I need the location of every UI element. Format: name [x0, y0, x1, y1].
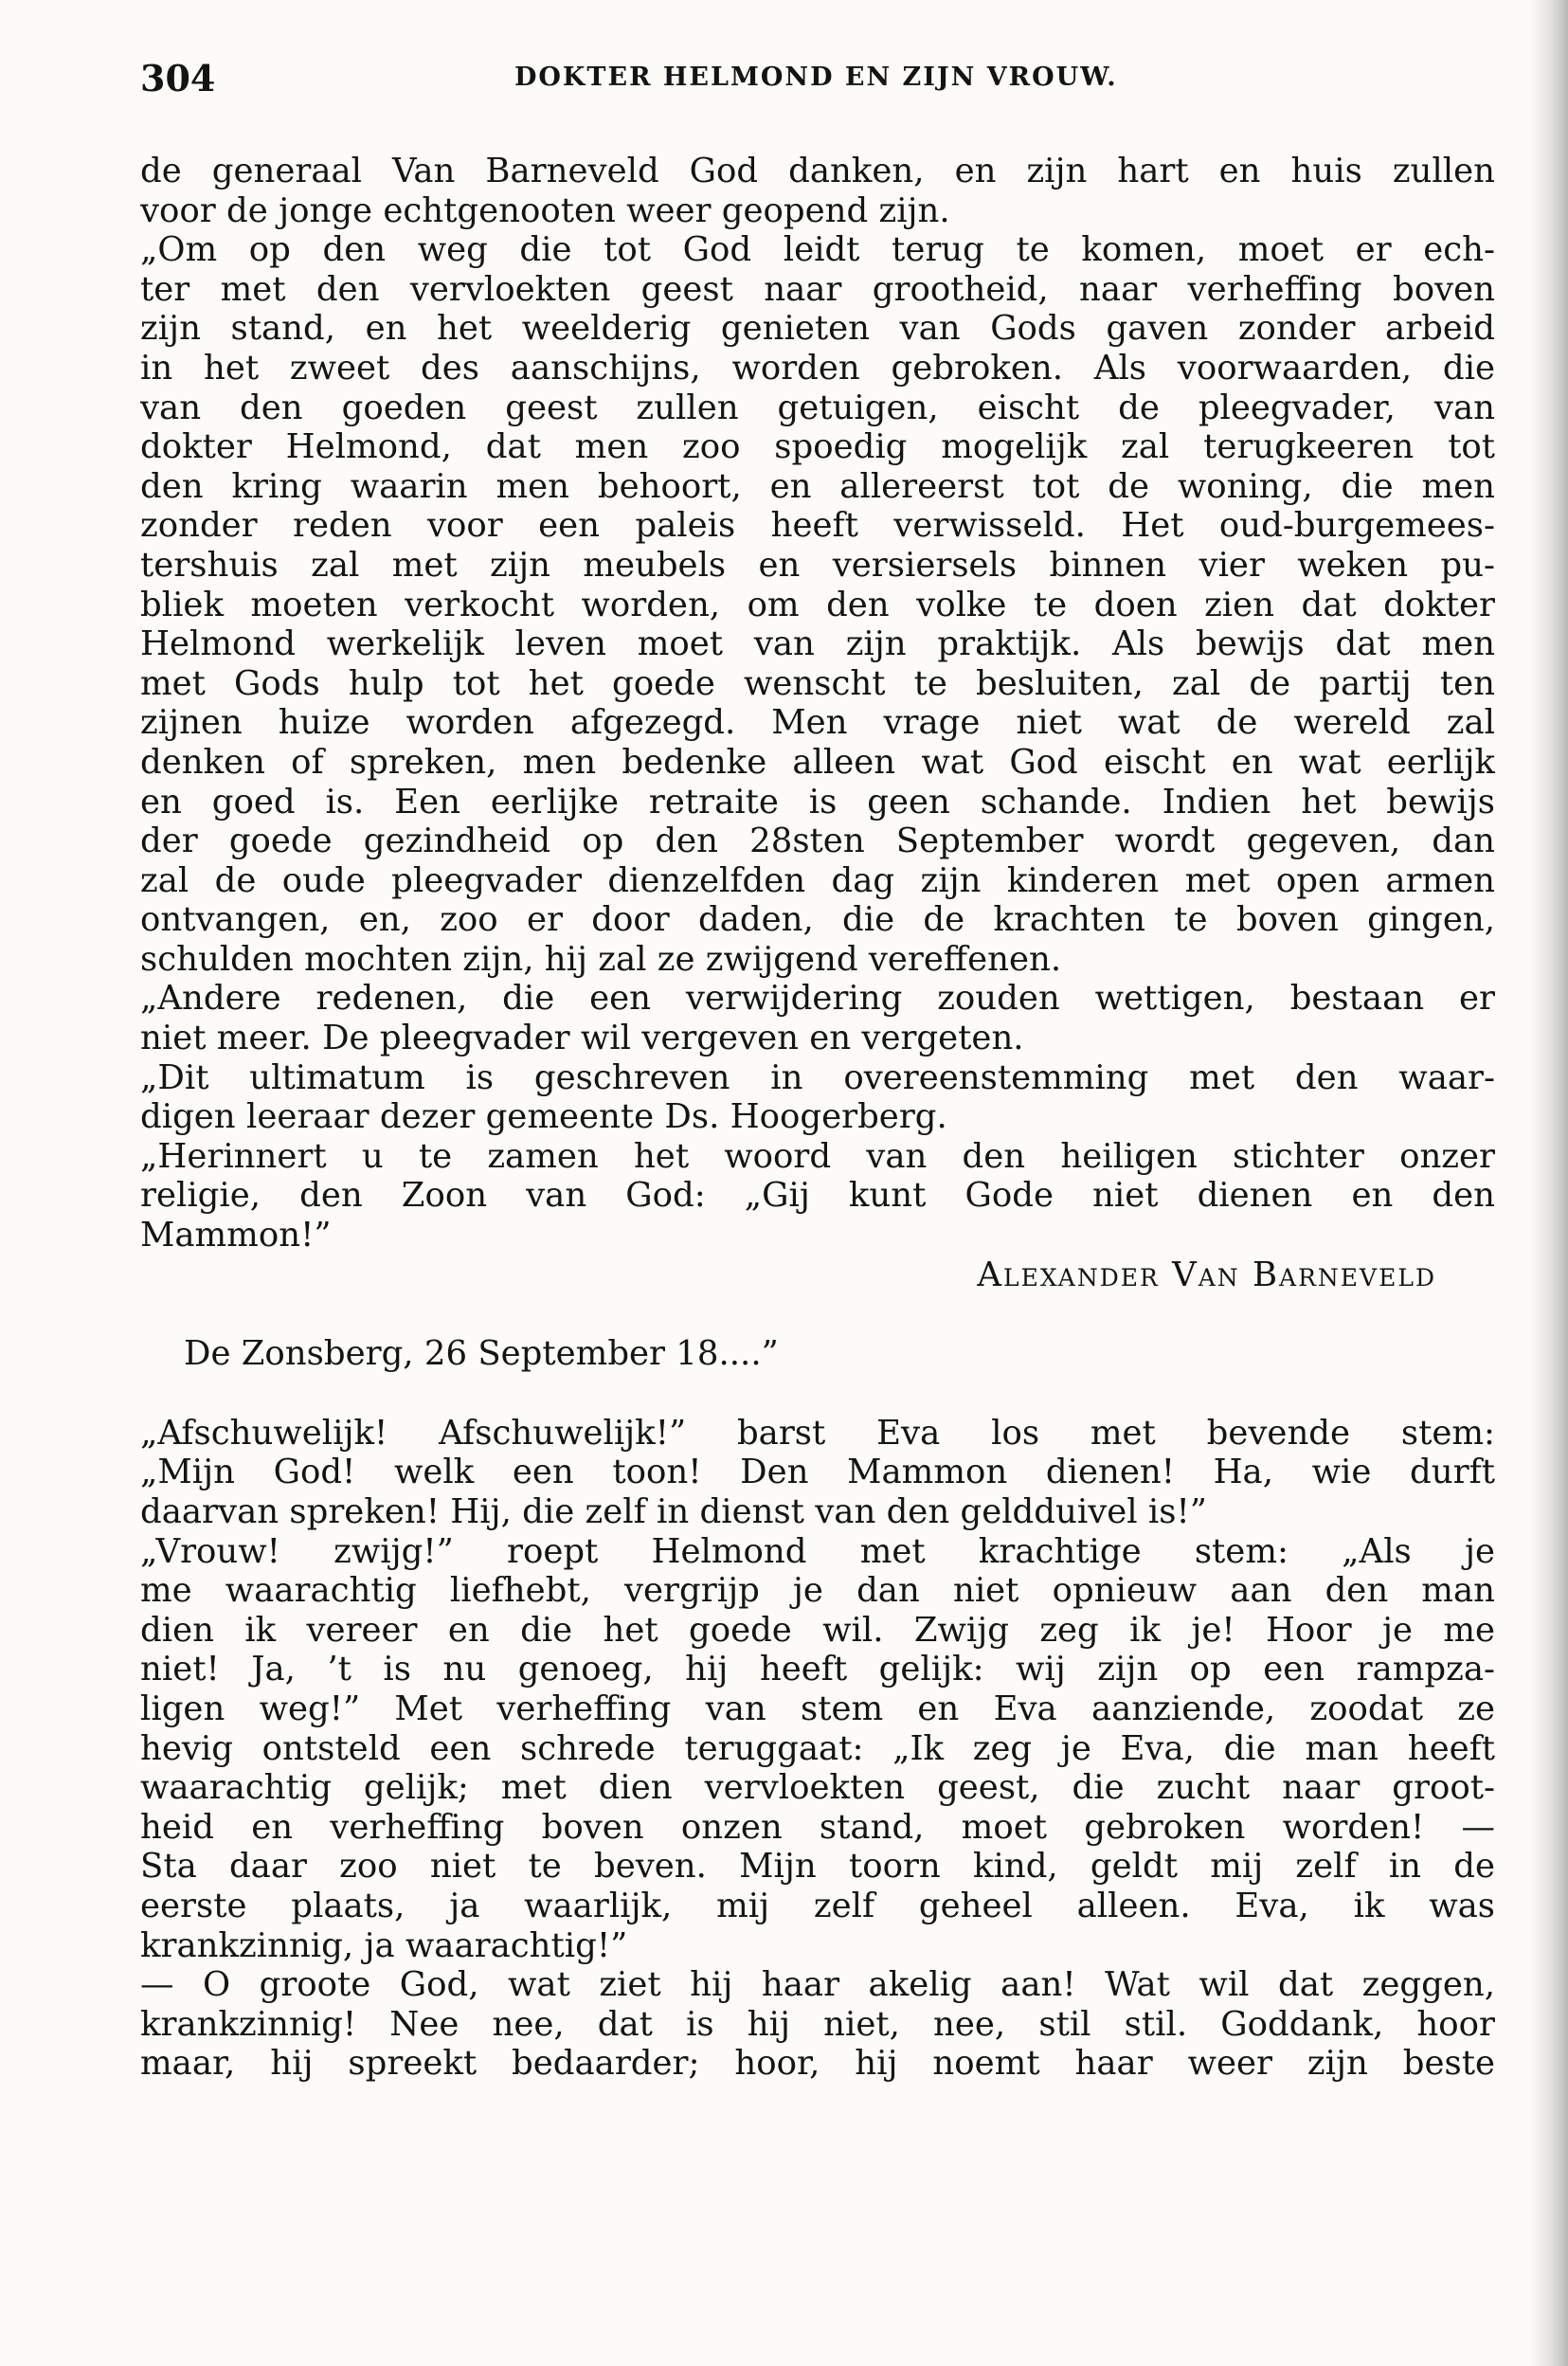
page-gutter-shadow	[1530, 0, 1568, 2366]
text-line: „Dit ultimatum is geschreven in overeenstemming met den waar-	[140, 1057, 1495, 1097]
text-line: eerste plaats, ja waarlijk, mij zelf geheel alleen. Eva, ik was	[140, 1886, 1495, 1925]
text-line: krankzinnig! Nee nee, dat is hij niet, nee, stil stil. Goddank, hoor	[140, 2004, 1495, 2044]
text-line: religie, den Zoon van God: „Gij kunt Gode niet dienen en den	[140, 1176, 1495, 1216]
letter-dateline: De Zonsberg, 26 September 18....”	[184, 1334, 779, 1374]
page-number: 304	[140, 57, 216, 99]
text-line: Mammon!”	[140, 1216, 332, 1255]
text-line: — O groote God, wat ziet hij haar akelig aan! Wat wil dat zeggen,	[140, 1965, 1495, 2005]
text-line: de generaal Van Barneveld God danken, en zijn hart en huis zullen	[140, 152, 1495, 190]
text-line: „Andere redenen, die een verwijdering zouden wettigen, bestaan er	[140, 979, 1495, 1019]
text-line: „Herinnert u te zamen het woord van den heiligen stichter onzer	[140, 1136, 1495, 1176]
running-header	[140, 57, 1495, 114]
text-line: niet! Ja, ’t is nu genoeg, hij heeft gelijk: wij zijn op een rampza-	[140, 1650, 1495, 1689]
text-line: zijnen huize worden afgezegd. Men vrage niet wat de wereld zal	[140, 703, 1495, 743]
text-line: zonder reden voor een paleis heeft verwisseld. Het oud-burgemees-	[140, 506, 1495, 546]
text-line: Sta daar zoo niet te beven. Mijn toorn kind, geldt mij zelf in de	[140, 1847, 1495, 1887]
text-line: van den goeden geest zullen getuigen, eischt de pleegvader, van	[140, 388, 1495, 427]
text-line: „Mijn God! welk een toon! Den Mammon dienen! Ha, wie durft	[140, 1453, 1495, 1492]
blank-line	[140, 1374, 1495, 1414]
text-line: niet meer. De pleegvader wil vergeven en vergeten.	[140, 1019, 1024, 1058]
text-line: der goede gezindheid op den 28sten September wordt gegeven, dan	[140, 822, 1495, 861]
running-title: DOKTER HELMOND EN ZIJN VROUW.	[514, 63, 1118, 92]
text-line: met Gods hulp tot het goede wenscht te besluiten, zal de partij ten	[140, 663, 1495, 703]
text-line: in het zweet des aanschijns, worden gebroken. Als voorwaarden, die	[140, 348, 1495, 388]
text-line: me waarachtig liefhebt, vergrijp je dan niet opnieuw aan den man	[140, 1571, 1495, 1611]
text-line: maar, hij spreekt bedaarder; hoor, hij noemt haar weer zijn beste	[140, 2044, 1495, 2084]
text-line: voor de jonge echtgenooten weer geopend zijn.	[140, 190, 950, 230]
text-line: den kring waarin men behoort, en allereerst tot de woning, die men	[140, 466, 1495, 506]
blank-line	[140, 1294, 1495, 1334]
text-line: digen leeraar dezer gemeente Ds. Hoogerberg.	[140, 1097, 947, 1137]
text-line: dokter Helmond, dat men zoo spoedig mogelijk zal terugkeeren tot	[140, 427, 1495, 467]
text-line: schulden mochten zijn, hij zal ze zwijgend vereffenen.	[140, 939, 1062, 979]
text-line: denken of spreken, men bedenke alleen wat God eischt en wat eerlijk	[140, 742, 1495, 782]
text-line: Helmond werkelijk leven moet van zijn praktijk. Als bewijs dat men	[140, 624, 1495, 664]
text-line: ontvangen, en, zoo er door daden, die de krachten te boven gingen,	[140, 900, 1495, 940]
text-line: zijn stand, en het weelderig genieten van Gods gaven zonder arbeid	[140, 309, 1495, 349]
text-line: bliek moeten verkocht worden, om den volke te doen zien dat dokter	[140, 585, 1495, 624]
text-line: ligen weg!” Met verheffing van stem en Eva aanziende, zoodat ze	[140, 1689, 1495, 1728]
body-text	[140, 152, 1495, 2084]
text-line: en goed is. Een eerlijke retraite is geen schande. Indien het bewijs	[140, 782, 1495, 822]
letter-signature: Alexander Van Barneveld	[977, 1255, 1436, 1294]
text-line: „Afschuwelijk! Afschuwelijk!” barst Eva los met bevende stem:	[140, 1413, 1495, 1453]
text-line: waarachtig gelijk; met dien vervloekten geest, die zucht naar groot-	[140, 1768, 1495, 1808]
text-line: ter met den vervloekten geest naar grootheid, naar verheffing boven	[140, 269, 1495, 309]
text-line: tershuis zal met zijn meubels en versiersels binnen vier weken pu-	[140, 545, 1495, 585]
text-line: „Om op den weg die tot God leidt terug te komen, moet er ech-	[140, 230, 1495, 270]
text-line: hevig ontsteld een schrede teruggaat: „Ik zeg je Eva, die man heeft	[140, 1728, 1495, 1768]
text-line: daarvan spreken! Hij, die zelf in dienst van den geldduivel is!”	[140, 1492, 1207, 1531]
text-line: „Vrouw! zwijg!” roept Helmond met krachtige stem: „Als je	[140, 1531, 1495, 1571]
text-line: zal de oude pleegvader dienzelfden dag zijn kinderen met open armen	[140, 860, 1495, 900]
text-line: heid en verheffing boven onzen stand, moet gebroken worden! —	[140, 1807, 1495, 1847]
text-line: dien ik vereer en die het goede wil. Zwijg zeg ik je! Hoor je me	[140, 1610, 1495, 1650]
text-line: krankzinnig, ja waarachtig!”	[140, 1925, 628, 1965]
